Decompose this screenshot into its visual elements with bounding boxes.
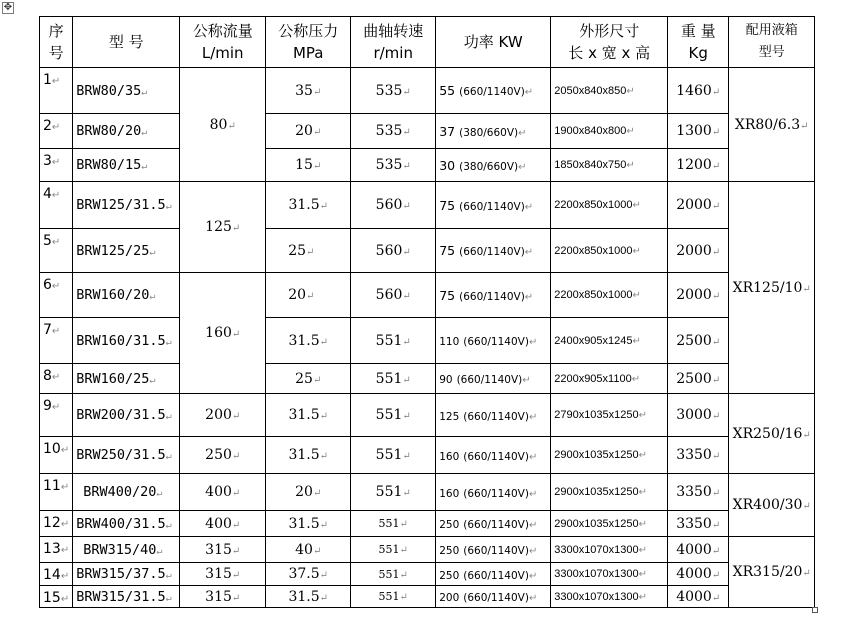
cell-power[interactable]: 37 (380/660V)↵ — [436, 114, 551, 149]
cell-power[interactable]: 160 (660/1140V)↵ — [436, 437, 551, 474]
cell-end-mark-icon: ↵ — [528, 337, 538, 348]
cell-speed[interactable]: 551↵ — [351, 437, 436, 474]
cell-end-mark-icon: ↵ — [402, 127, 411, 138]
cell-end-mark-icon: ↵ — [711, 488, 721, 499]
cell-no[interactable]: 6↵ — [40, 273, 73, 318]
cell-end-mark-icon: ↵ — [141, 86, 148, 98]
cell-power[interactable]: 250 (660/1140V)↵ — [436, 563, 551, 586]
cell-speed[interactable]: 535↵ — [351, 114, 436, 149]
cell-end-mark-icon: ↵ — [522, 375, 531, 386]
cell-end-mark-icon: ↵ — [319, 411, 328, 422]
cell-end-mark-icon: ↵ — [711, 592, 721, 604]
cell-power[interactable]: 125 (660/1140V)↵ — [436, 394, 551, 437]
cell-weight[interactable]: 1460↵ — [668, 68, 729, 114]
cell-end-mark-icon: ↵ — [711, 519, 721, 531]
cell-weight[interactable]: 2000↵ — [668, 273, 729, 318]
cell-end-mark-icon: ↵ — [60, 571, 70, 582]
cell-pressure[interactable]: 31.5↵ — [266, 437, 351, 474]
cell-tank-merged[interactable]: XR400/30↵ — [729, 474, 815, 537]
cell-dims[interactable]: 3300x1070x1300↵ — [551, 537, 668, 563]
cell-speed[interactable]: 551↵ — [351, 474, 436, 511]
cell-no[interactable]: 14↵ — [40, 563, 73, 586]
cell-end-mark-icon: ↵ — [528, 520, 538, 531]
cell-dims[interactable]: 1850x840x750↵ — [551, 149, 668, 182]
cell-end-mark-icon: ↵ — [638, 410, 648, 421]
cell-weight[interactable]: 1200↵ — [668, 149, 729, 182]
cell-model[interactable]: BRW80/35↵ — [73, 68, 180, 114]
cell-end-mark-icon: ↵ — [711, 374, 721, 386]
table-row — [40, 586, 815, 608]
cell-weight[interactable]: 1300↵ — [668, 114, 729, 149]
cell-weight[interactable]: 2500↵ — [668, 364, 729, 394]
header-model: 型 号 — [73, 17, 180, 68]
cell-power[interactable]: 75 (660/1140V)↵ — [436, 182, 551, 229]
table-move-handle[interactable]: ✥ — [3, 2, 13, 13]
cell-end-mark-icon: ↵ — [711, 127, 721, 138]
cell-end-mark-icon: ↵ — [632, 245, 641, 257]
cell-power[interactable]: 200 (660/1140V)↵ — [436, 586, 551, 608]
cell-pressure[interactable]: 37.5↵ — [266, 563, 351, 586]
table-row — [40, 537, 815, 563]
cell-end-mark-icon: ↵ — [402, 201, 411, 212]
cell-end-mark-icon: ↵ — [631, 373, 641, 385]
cell-end-mark-icon: ↵ — [51, 122, 61, 133]
cell-model[interactable]: BRW315/31.5↵ — [73, 586, 180, 608]
cell-pressure[interactable]: 31.5↵ — [266, 182, 351, 229]
cell-no[interactable]: 2↵ — [40, 114, 73, 149]
cell-model[interactable]: BRW315/37.5↵ — [73, 563, 180, 586]
cell-end-mark-icon: ↵ — [51, 157, 61, 168]
cell-end-mark-icon: ↵ — [60, 445, 70, 456]
cell-dims[interactable]: 2200x905x1100↵ — [551, 364, 668, 394]
cell-flow[interactable]: 315↵ — [180, 537, 266, 563]
cell-power[interactable]: 75 (660/1140V)↵ — [436, 229, 551, 273]
cell-end-mark-icon: ↵ — [638, 450, 648, 461]
cell-end-mark-icon: ↵ — [60, 482, 70, 493]
cell-end-mark-icon: ↵ — [402, 246, 411, 258]
cell-end-mark-icon: ↵ — [165, 592, 172, 604]
cell-end-mark-icon: ↵ — [524, 247, 534, 258]
cell-model[interactable]: BRW200/31.5↵ — [73, 394, 180, 437]
cell-end-mark-icon: ↵ — [402, 291, 411, 302]
cell-end-mark-icon: ↵ — [802, 501, 811, 512]
header-power: 功率 KW — [436, 17, 551, 68]
cell-no[interactable]: 15↵ — [40, 586, 73, 608]
cell-speed[interactable]: 551↵ — [351, 318, 436, 364]
cell-end-mark-icon: ↵ — [800, 120, 809, 132]
cell-pressure[interactable]: 15↵ — [266, 149, 351, 182]
cell-no[interactable]: 10↵ — [40, 437, 73, 474]
cell-weight[interactable]: 2500↵ — [668, 318, 729, 364]
cell-end-mark-icon: ↵ — [524, 291, 534, 303]
cell-power[interactable]: 90 (660/1140V)↵ — [436, 364, 551, 394]
cell-end-mark-icon: ↵ — [312, 374, 322, 386]
cell-weight[interactable]: 2000↵ — [668, 229, 729, 273]
cell-end-mark-icon: ↵ — [626, 85, 635, 97]
cell-dims[interactable]: 2790x1035x1250↵ — [551, 394, 668, 437]
cell-model[interactable]: BRW160/25↵ — [73, 364, 180, 394]
cell-end-mark-icon: ↵ — [319, 336, 328, 348]
cell-end-mark-icon: ↵ — [402, 86, 411, 98]
cell-end-mark-icon: ↵ — [149, 374, 156, 386]
table-row — [40, 394, 815, 437]
cell-pressure[interactable]: 31.5↵ — [266, 394, 351, 437]
cell-end-mark-icon: ↵ — [51, 76, 61, 87]
cell-model[interactable]: BRW250/31.5↵ — [73, 437, 180, 474]
cell-end-mark-icon: ↵ — [231, 519, 241, 531]
cell-end-mark-icon: ↵ — [312, 545, 322, 557]
cell-no[interactable]: 7↵ — [40, 318, 73, 364]
cell-speed[interactable]: 551↵ — [351, 364, 436, 394]
cell-end-mark-icon: ↵ — [231, 223, 241, 234]
cell-end-mark-icon: ↵ — [711, 545, 721, 557]
cell-end-mark-icon: ↵ — [399, 545, 408, 556]
cell-speed[interactable]: 560↵ — [351, 273, 436, 318]
cell-weight[interactable]: 4000↵ — [668, 563, 729, 586]
cell-end-mark-icon: ↵ — [802, 429, 811, 441]
cell-dims[interactable]: 3300x1070x1300↵ — [551, 563, 668, 586]
cell-speed[interactable]: 551↵ — [351, 394, 436, 437]
cell-model[interactable]: BRW160/31.5↵ — [73, 318, 180, 364]
cell-weight[interactable]: 3350↵ — [668, 511, 729, 537]
cell-speed[interactable]: 551↵ — [351, 563, 436, 586]
cell-model[interactable]: BRW125/31.5↵ — [73, 182, 180, 229]
cell-end-mark-icon: ↵ — [60, 594, 70, 605]
cell-end-mark-icon: ↵ — [319, 570, 328, 581]
cell-end-mark-icon: ↵ — [306, 246, 315, 258]
cell-power[interactable]: 55 (660/1140V)↵ — [436, 68, 551, 114]
header-speed: 曲轴转速 r/min — [351, 17, 436, 68]
cell-end-mark-icon: ↵ — [312, 127, 322, 138]
cell-no[interactable]: 5↵ — [40, 229, 73, 273]
cell-model[interactable]: BRW400/31.5↵ — [73, 511, 180, 537]
header-tank: 配用液箱 型号 — [729, 17, 815, 68]
cell-no[interactable]: 3↵ — [40, 149, 73, 182]
cell-end-mark-icon: ↵ — [51, 402, 61, 413]
cell-no[interactable]: 8↵ — [40, 364, 73, 394]
cell-end-mark-icon: ↵ — [231, 545, 241, 557]
cell-end-mark-icon: ↵ — [711, 411, 721, 422]
cell-end-mark-icon: ↵ — [165, 336, 172, 348]
cell-weight[interactable]: 4000↵ — [668, 537, 729, 563]
cell-end-mark-icon: ↵ — [528, 593, 538, 604]
cell-end-mark-icon: ↵ — [319, 451, 328, 462]
cell-end-mark-icon: ↵ — [711, 201, 721, 212]
cell-end-mark-icon: ↵ — [312, 86, 322, 98]
cell-weight[interactable]: 4000↵ — [668, 586, 729, 608]
cell-flow[interactable]: 400↵ — [180, 511, 266, 537]
cell-weight[interactable]: 3000↵ — [668, 394, 729, 437]
cell-end-mark-icon: ↵ — [528, 546, 538, 557]
cell-speed[interactable]: 551↵ — [351, 537, 436, 563]
cell-end-mark-icon: ↵ — [528, 451, 538, 463]
cell-model[interactable]: BRW160/20↵ — [73, 273, 180, 318]
cell-dims[interactable]: 2200x850x1000↵ — [551, 182, 668, 229]
cell-power[interactable]: 160 (660/1140V)↵ — [436, 474, 551, 511]
cell-end-mark-icon: ↵ — [51, 237, 61, 248]
cell-speed[interactable]: 560↵ — [351, 229, 436, 273]
cell-dims[interactable]: 2200x850x1000↵ — [551, 229, 668, 273]
cell-dims[interactable]: 2900x1035x1250↵ — [551, 474, 668, 511]
cell-end-mark-icon: ↵ — [141, 161, 148, 172]
cell-end-mark-icon: ↵ — [312, 161, 322, 172]
cell-tank-merged[interactable]: XR250/16↵ — [729, 394, 815, 474]
pump-spec-table — [39, 16, 815, 608]
cell-pressure[interactable]: 25↵ — [266, 364, 351, 394]
header-flow: 公称流量 L/min — [180, 17, 266, 68]
table-resize-handle[interactable] — [812, 607, 818, 613]
cell-weight[interactable]: 2000↵ — [668, 182, 729, 229]
cell-no[interactable]: 1↵ — [40, 68, 73, 114]
cell-end-mark-icon: ↵ — [165, 519, 172, 531]
cell-no[interactable]: 12↵ — [40, 511, 73, 537]
cell-end-mark-icon: ↵ — [141, 127, 148, 138]
cell-end-mark-icon: ↵ — [711, 336, 721, 348]
cell-model[interactable]: BRW315/40↵ — [73, 537, 180, 563]
cell-end-mark-icon: ↵ — [51, 326, 61, 337]
cell-end-mark-icon: ↵ — [399, 592, 408, 603]
cell-end-mark-icon: ↵ — [60, 545, 70, 556]
cell-no[interactable]: 4↵ — [40, 182, 73, 229]
cell-end-mark-icon: ↵ — [312, 488, 322, 499]
table-row — [40, 229, 815, 273]
table-row — [40, 437, 815, 474]
cell-end-mark-icon: ↵ — [165, 570, 172, 581]
cell-speed[interactable]: 551↵ — [351, 511, 436, 537]
cell-end-mark-icon: ↵ — [231, 451, 241, 462]
cell-pressure[interactable]: 31.5↵ — [266, 586, 351, 608]
cell-flow[interactable]: 250↵ — [180, 437, 266, 474]
cell-tank-merged[interactable]: XR80/6.3↵ — [729, 68, 815, 182]
cell-end-mark-icon: ↵ — [149, 246, 156, 258]
cell-end-mark-icon: ↵ — [231, 488, 241, 499]
cell-end-mark-icon: ↵ — [402, 161, 411, 172]
cell-pressure[interactable]: 20↵ — [266, 273, 351, 318]
cell-flow[interactable]: 315↵ — [180, 586, 266, 608]
header-seq: 序 号 — [40, 17, 73, 68]
header-weight: 重 量 Kg — [668, 17, 729, 68]
cell-end-mark-icon: ↵ — [638, 487, 648, 498]
cell-model[interactable]: BRW125/25↵ — [73, 229, 180, 273]
header-dims: 外形尺寸 长 x 宽 x 高 — [551, 17, 668, 68]
cell-end-mark-icon: ↵ — [51, 190, 61, 201]
cell-end-mark-icon: ↵ — [802, 568, 811, 579]
cell-pressure[interactable]: 35↵ — [266, 68, 351, 114]
cell-end-mark-icon: ↵ — [319, 519, 328, 531]
header-row — [40, 17, 815, 68]
cell-end-mark-icon: ↵ — [528, 570, 538, 582]
cell-end-mark-icon: ↵ — [399, 519, 408, 530]
cell-flow[interactable]: 315↵ — [180, 563, 266, 586]
cell-speed[interactable]: 551↵ — [351, 586, 436, 608]
cell-dims[interactable]: 3300x1070x1300↵ — [551, 586, 668, 608]
cell-dims[interactable]: 2900x1035x1250↵ — [551, 437, 668, 474]
cell-no[interactable]: 13↵ — [40, 537, 73, 563]
cell-power[interactable]: 30 (380/660V)↵ — [436, 149, 551, 182]
cell-model[interactable]: BRW80/15↵ — [73, 149, 180, 182]
cell-dims[interactable]: 2400x905x1245↵ — [551, 318, 668, 364]
cell-end-mark-icon: ↵ — [402, 451, 411, 462]
cell-pressure[interactable]: 40↵ — [266, 537, 351, 563]
cell-power[interactable]: 250 (660/1140V)↵ — [436, 511, 551, 537]
table-row — [40, 182, 815, 229]
table-row — [40, 149, 815, 182]
cell-power[interactable]: 75 (660/1140V)↵ — [436, 273, 551, 318]
cell-weight[interactable]: 3350↵ — [668, 474, 729, 511]
cell-end-mark-icon: ↵ — [319, 592, 328, 604]
cell-dims[interactable]: 2200x850x1000↵ — [551, 273, 668, 318]
cell-no[interactable]: 11↵ — [40, 474, 73, 511]
table-row — [40, 68, 815, 114]
cell-end-mark-icon: ↵ — [626, 160, 635, 171]
cell-end-mark-icon: ↵ — [518, 127, 527, 139]
cell-end-mark-icon: ↵ — [626, 126, 635, 137]
cell-model[interactable]: BRW80/20↵ — [73, 114, 180, 149]
cell-end-mark-icon: ↵ — [306, 291, 315, 302]
cell-end-mark-icon: ↵ — [231, 570, 241, 581]
cell-weight[interactable]: 3350↵ — [668, 437, 729, 474]
cell-end-mark-icon: ↵ — [231, 329, 241, 340]
cell-power[interactable]: 110 (660/1140V)↵ — [436, 318, 551, 364]
cell-pressure[interactable]: 31.5↵ — [266, 318, 351, 364]
cell-end-mark-icon: ↵ — [528, 488, 538, 500]
cell-no[interactable]: 9↵ — [40, 394, 73, 437]
cell-end-mark-icon: ↵ — [60, 519, 70, 530]
cell-end-mark-icon: ↵ — [165, 451, 172, 462]
cell-end-mark-icon: ↵ — [711, 246, 721, 258]
cell-end-mark-icon: ↵ — [524, 87, 534, 98]
cell-pressure[interactable]: 31.5↵ — [266, 511, 351, 537]
cell-end-mark-icon: ↵ — [711, 451, 721, 462]
cell-end-mark-icon: ↵ — [711, 570, 721, 581]
cell-end-mark-icon: ↵ — [156, 545, 163, 557]
cell-flow[interactable]: 200↵ — [180, 394, 266, 437]
table-row — [40, 364, 815, 394]
cell-end-mark-icon: ↵ — [638, 569, 648, 580]
cell-end-mark-icon: ↵ — [711, 291, 721, 302]
cell-end-mark-icon: ↵ — [632, 200, 641, 211]
cell-end-mark-icon: ↵ — [231, 411, 241, 422]
cell-dims[interactable]: 1900x840x800↵ — [551, 114, 668, 149]
cell-end-mark-icon: ↵ — [711, 86, 721, 98]
cell-end-mark-icon: ↵ — [638, 518, 648, 530]
cell-end-mark-icon: ↵ — [227, 120, 236, 132]
cell-end-mark-icon: ↵ — [51, 372, 61, 383]
cell-end-mark-icon: ↵ — [638, 591, 648, 603]
table-row — [40, 318, 815, 364]
cell-model[interactable]: BRW400/20↵ — [73, 474, 180, 511]
cell-end-mark-icon: ↵ — [156, 488, 163, 499]
table-row — [40, 273, 815, 318]
cell-power[interactable]: 250 (660/1140V)↵ — [436, 537, 551, 563]
cell-end-mark-icon: ↵ — [402, 374, 411, 386]
header-pressure: 公称压力 MPa — [266, 17, 351, 68]
table-row — [40, 114, 815, 149]
cell-end-mark-icon: ↵ — [402, 488, 411, 499]
table-row — [40, 474, 815, 511]
cell-tank-merged[interactable]: XR125/10↵ — [729, 182, 815, 394]
cell-end-mark-icon: ↵ — [638, 544, 648, 556]
cell-end-mark-icon: ↵ — [165, 411, 172, 422]
cell-speed[interactable]: 560↵ — [351, 182, 436, 229]
cell-flow-merged[interactable]: 80↵ — [180, 68, 266, 182]
cell-end-mark-icon: ↵ — [231, 592, 241, 604]
cell-end-mark-icon: ↵ — [51, 281, 61, 292]
table-row — [40, 563, 815, 586]
cell-end-mark-icon: ↵ — [402, 336, 411, 348]
cell-end-mark-icon: ↵ — [518, 161, 527, 173]
cell-speed[interactable]: 535↵ — [351, 68, 436, 114]
cell-dims[interactable]: 2050x840x850↵ — [551, 68, 668, 114]
cell-pressure[interactable]: 20↵ — [266, 474, 351, 511]
cell-end-mark-icon: ↵ — [632, 290, 641, 301]
cell-end-mark-icon: ↵ — [402, 411, 411, 422]
cell-flow-merged[interactable]: 160↵ — [180, 273, 266, 394]
cell-pressure[interactable]: 20↵ — [266, 114, 351, 149]
cell-dims[interactable]: 2900x1035x1250↵ — [551, 511, 668, 537]
cell-end-mark-icon: ↵ — [165, 201, 172, 212]
cell-end-mark-icon: ↵ — [399, 569, 408, 581]
cell-end-mark-icon: ↵ — [524, 201, 534, 213]
cell-pressure[interactable]: 25↵ — [266, 229, 351, 273]
cell-end-mark-icon: ↵ — [632, 335, 641, 347]
cell-end-mark-icon: ↵ — [802, 283, 811, 295]
cell-end-mark-icon: ↵ — [149, 291, 156, 302]
table-row — [40, 511, 815, 537]
cell-flow[interactable]: 400↵ — [180, 474, 266, 511]
cell-end-mark-icon: ↵ — [711, 161, 721, 172]
cell-flow-merged[interactable]: 125↵ — [180, 182, 266, 273]
cell-end-mark-icon: ↵ — [528, 411, 538, 423]
cell-speed[interactable]: 535↵ — [351, 149, 436, 182]
cell-end-mark-icon: ↵ — [319, 201, 328, 212]
cell-tank-merged[interactable]: XR315/20↵ — [729, 537, 815, 608]
